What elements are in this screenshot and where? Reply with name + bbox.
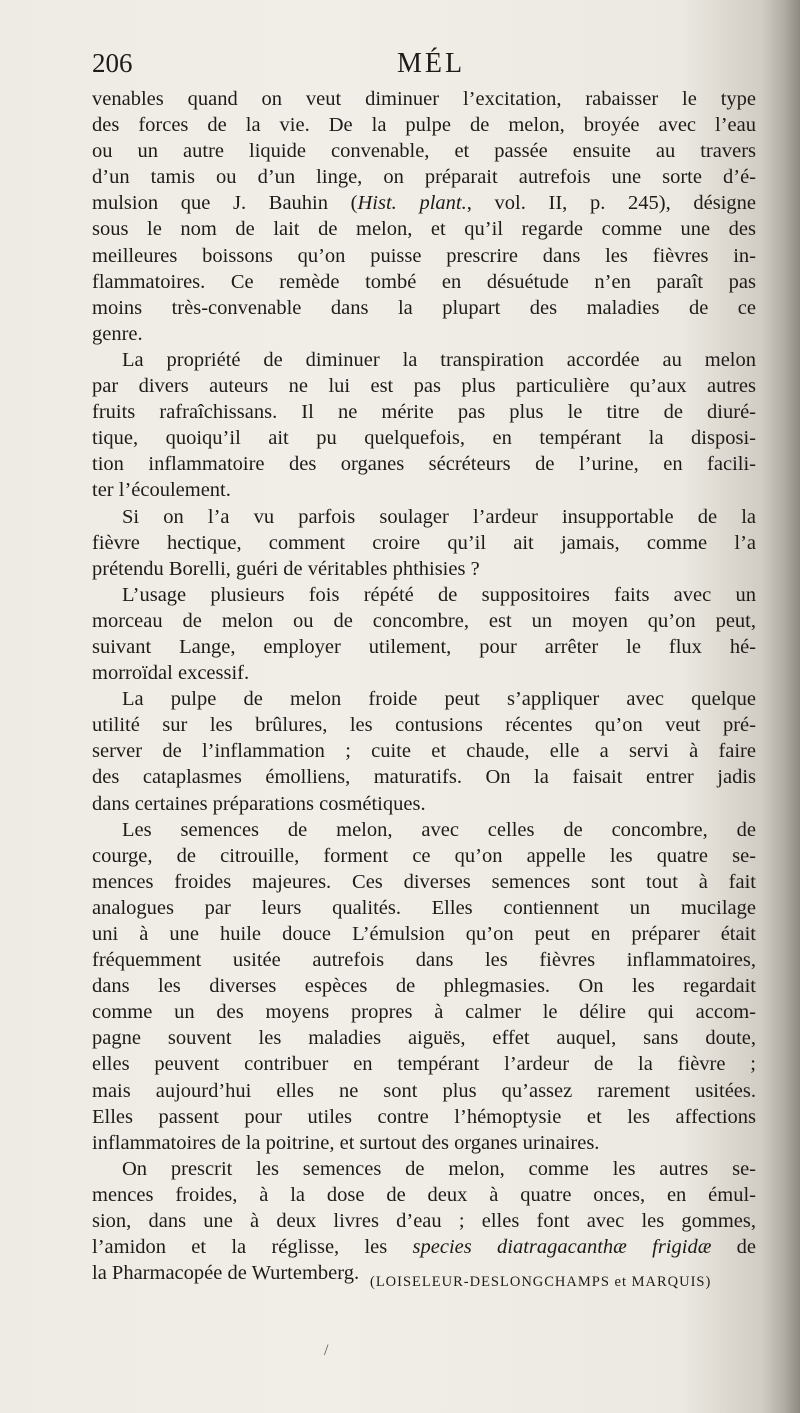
text-line: dans certaines préparations cosmétiques. [92, 792, 426, 815]
text-line: sous le nom de lait de melon, et qu’il regarde comme une des [92, 218, 756, 241]
text-line: prétendu Borelli, guéri de véritables phthisies ? [92, 557, 480, 580]
text-line: morroïdal excessif. [92, 662, 250, 685]
text-line: ter l’écoulement. [92, 479, 231, 502]
text-line: mais aujourd’hui elles ne sont plus qu’assez rarement usitées. [92, 1079, 756, 1102]
text-line: meilleures boissons qu’on puisse prescrire dans les fièvres in- [92, 244, 756, 267]
text-line: fréquemment usitée autrefois dans les fièvres inflammatoires, [92, 949, 756, 972]
text-line: l’amidon et la réglisse, les species diatragacanthæ frigidæ de [92, 1236, 757, 1259]
text-line: Elles passent pour utiles contre l’hémoptysie et les affections [92, 1105, 756, 1128]
text-line: suivant Lange, employer utilement, pour arrêter le flux hé- [92, 635, 756, 658]
text-line: pagne souvent les maladies aiguës, effet auquel, sans doute, [92, 1027, 756, 1050]
text-line: analogues par leurs qualités. Elles contiennent un mucilage [92, 896, 756, 919]
stray-mark: / [324, 1342, 329, 1359]
text-line: des cataplasmes émolliens, maturatifs. On la faisait entrer jadis [92, 766, 756, 789]
text-line: On prescrit les semences de melon, comme les autres se- [122, 1157, 756, 1180]
paragraph [92, 1156, 756, 1286]
text-line: courge, de citrouille, forment ce qu’on appelle les quatre se- [92, 844, 756, 867]
italic-title: Hist. plant. [357, 192, 467, 215]
text-line: morceau de melon ou de concombre, est un moyen qu’on peut, [92, 609, 756, 632]
text-line: sion, dans une à deux livres d’eau ; elles font avec les gommes, [92, 1210, 756, 1233]
text-line: Si on l’a vu parfois soulager l’ardeur insupportable de la [122, 505, 756, 528]
body-text [92, 86, 756, 1286]
running-head: MÉL [397, 48, 466, 79]
text-line: Les semences de melon, avec celles de concombre, de [122, 818, 756, 841]
text-line: dans les diverses espèces de phlegmasies. On les regardait [92, 975, 756, 998]
text-line: la Pharmacopée de Wurtemberg. [92, 1262, 360, 1285]
text-line: tion inflammatoire des organes sécréteurs de l’urine, en facili- [92, 453, 756, 476]
text-line: L’usage plusieurs fois répété de suppositoires faits avec un [122, 583, 756, 606]
text-line: comme un des moyens propres à calmer le délire qui accom- [92, 1001, 756, 1024]
text-line: La propriété de diminuer la transpiration accordée au melon [122, 348, 756, 371]
text-line: fièvre hectique, comment croire qu’il ait jamais, comme l’a [92, 531, 756, 554]
page-number: 206 [92, 48, 133, 78]
text-line: uni à une huile douce L’émulsion qu’on peut en préparer était [92, 923, 756, 945]
paragraph [92, 817, 756, 1156]
text-line: utilité sur les brûlures, les contusions récentes qu’on veut pré- [92, 714, 756, 737]
paragraph [92, 347, 756, 504]
text-line: tique, quoiqu’il ait pu quelquefois, en tempérant la disposi- [92, 427, 756, 450]
author-signature: (LOISELEUR-DESLONGCHAMPS et MARQUIS) [370, 1274, 712, 1290]
text-line: des forces de la vie. De la pulpe de melon, broyée avec l’eau [92, 114, 756, 137]
text-line: mences froides majeures. Ces diverses semences sont tout à fait [92, 870, 756, 893]
page-header [92, 48, 752, 88]
page-edge-shadow [762, 0, 800, 1413]
paragraph [92, 582, 756, 686]
text-line: flammatoires. Ce remède tombé en désuétude n’en paraît pas [92, 270, 756, 293]
text-line: elles peuvent contribuer en tempérant l’ardeur de la fièvre ; [92, 1053, 756, 1076]
text-line: mulsion que J. Bauhin (Hist. plant., vol. II, p. 245), désigne [92, 192, 756, 215]
text-line: venables quand on veut diminuer l’excitation, rabaisser le type [92, 88, 756, 110]
text-line: La pulpe de melon froide peut s’appliquer avec quelque [122, 688, 756, 711]
text-line: d’un tamis ou d’un linge, on préparait autrefois une sorte d’é- [92, 166, 756, 189]
italic-latin: species diatragacanthæ frigidæ [412, 1236, 712, 1259]
text-line: ou un autre liquide convenable, et passée ensuite au travers [92, 140, 756, 163]
paragraph [92, 686, 756, 816]
paragraph [92, 504, 756, 582]
text-line: genre. [92, 322, 143, 345]
text-line: moins très-convenable dans la plupart des maladies de ce [92, 296, 756, 319]
paragraph [92, 86, 756, 347]
text-line: server de l’inflammation ; cuite et chaude, elle a servi à faire [92, 740, 756, 763]
text-line: inflammatoires de la poitrine, et surtout des organes urinaires. [92, 1131, 600, 1154]
text-line: mences froides, à la dose de deux à quatre onces, en émul- [92, 1183, 756, 1206]
text-line: fruits rafraîchissans. Il ne mérite pas plus le titre de diuré- [92, 401, 756, 424]
text-line: par divers auteurs ne lui est pas plus particulière qu’aux autres [92, 375, 756, 398]
